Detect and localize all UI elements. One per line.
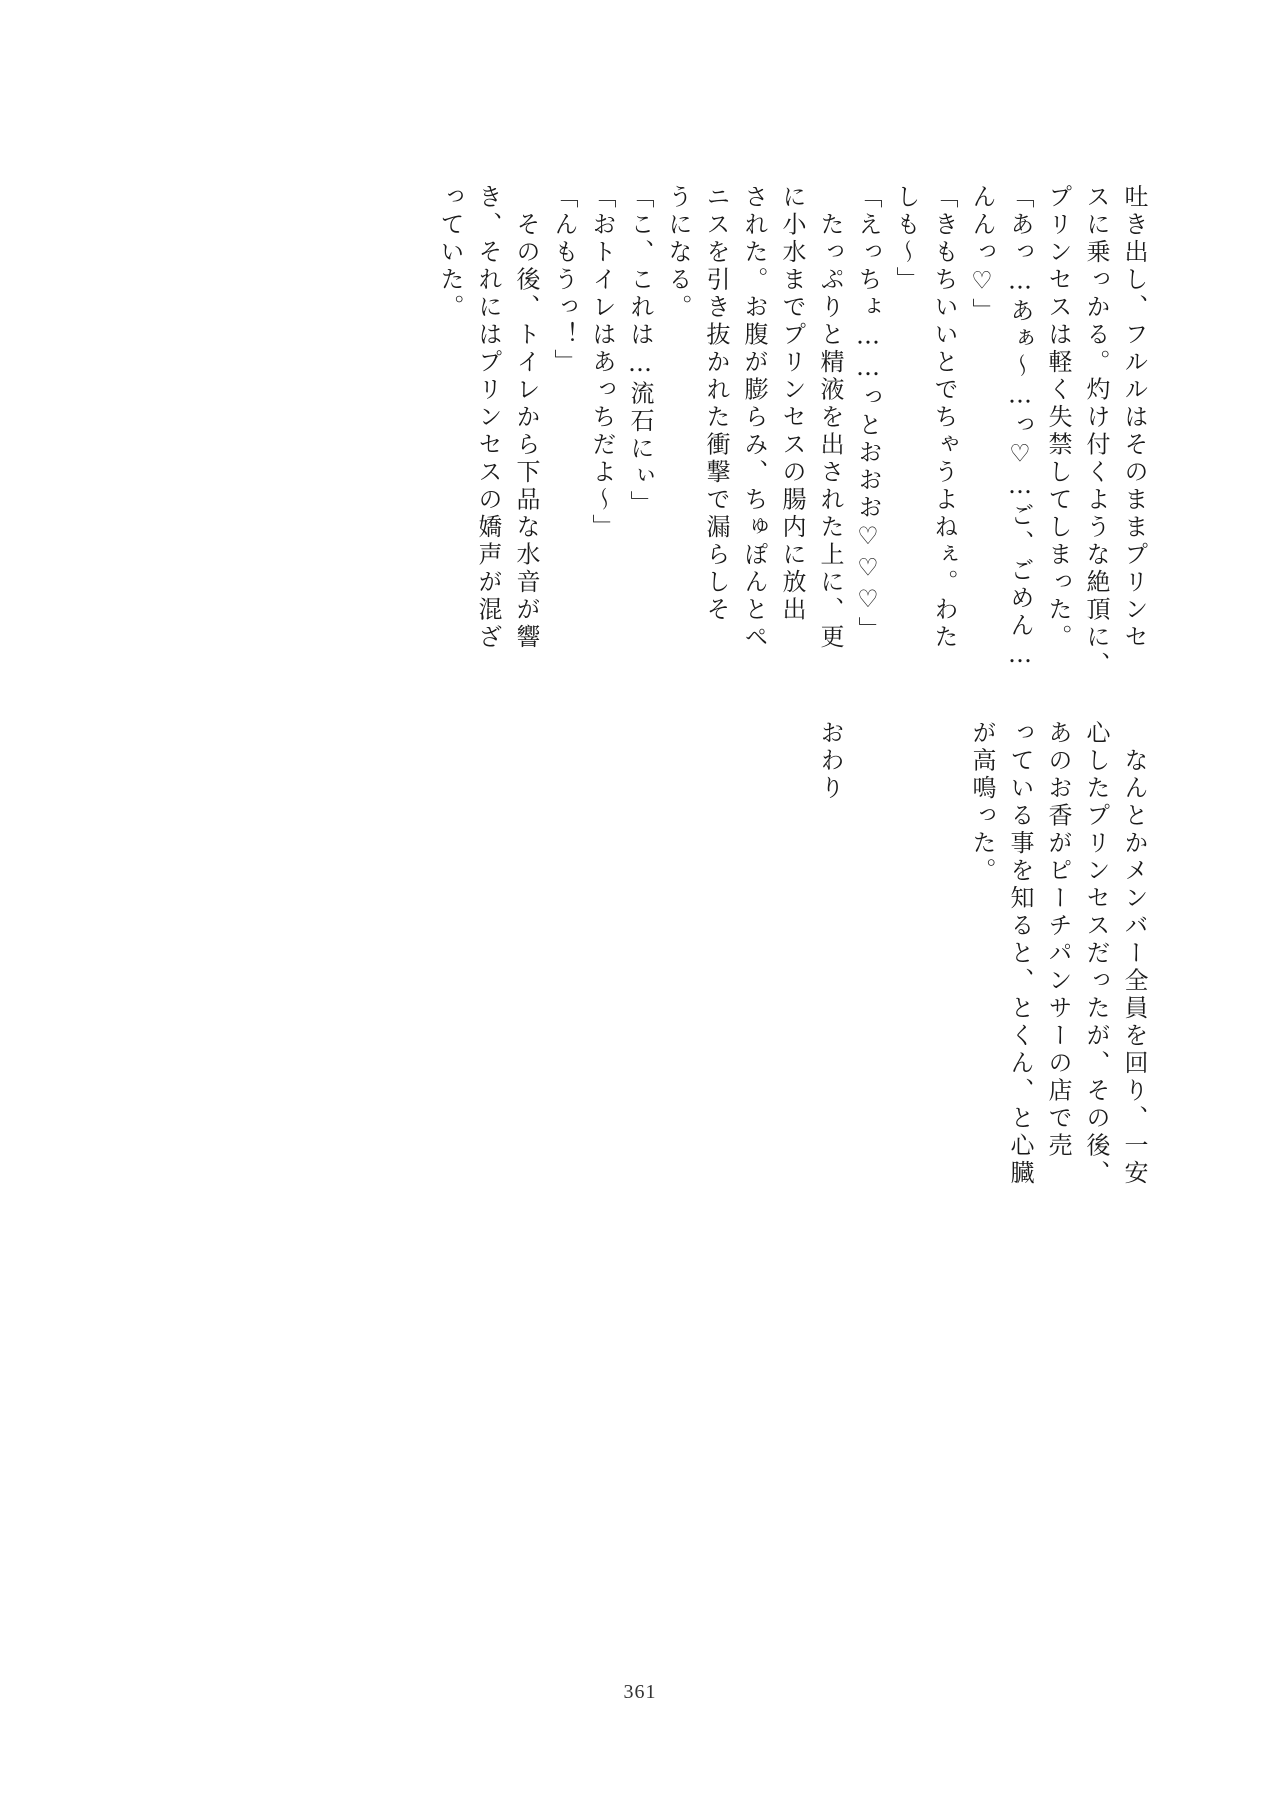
text-line: プリンセスは軽く失禁してしまった。	[1044, 184, 1072, 652]
text-line: スに乗っかる。灼け付くような絶頂に、	[1082, 184, 1110, 679]
text-line: しも～」	[892, 184, 920, 294]
text-line: うになる。	[664, 184, 692, 322]
text-line: 「おトイレはあっちだよ～」	[588, 184, 616, 542]
text-line: なんとかメンバー全員を回り、一安	[1120, 720, 1148, 1188]
text-line: っている事を知ると、とくん、と心臓	[1006, 720, 1034, 1188]
text-line: その後、トイレから下品な水音が響	[512, 184, 540, 652]
ending-text: おわり	[816, 720, 844, 803]
text-line: っていた。	[436, 184, 464, 322]
text-line: んんっ♡」	[968, 184, 996, 326]
text-line: 「えっちょ……っとおおお♡♡♡」	[854, 184, 882, 644]
text-line: された。お腹が膨らみ、ちゅぽんとペ	[740, 184, 768, 652]
text-line: あのお香がピーチパンサーの店で売	[1044, 720, 1072, 1160]
text-line: 「んもうっ！」	[550, 184, 578, 377]
text-line: ニスを引き抜かれた衝撃で漏らしそ	[702, 184, 730, 624]
text-line: 「あっ…あぁ～…っ♡…ご、ごめん…	[1006, 184, 1034, 672]
text-line: に小水までプリンセスの腸内に放出	[778, 184, 806, 624]
text-line: 吐き出し、フルルはそのままプリンセ	[1120, 184, 1148, 652]
text-line: 「こ、これは…流石にぃ」	[626, 184, 654, 518]
text-line: が高鳴った。	[968, 720, 996, 885]
text-line: き、それにはプリンセスの嬌声が混ざ	[474, 184, 502, 652]
text-line: たっぷりと精液を出された上に、更	[816, 184, 844, 652]
text-line: 心したプリンセスだったが、その後、	[1082, 720, 1110, 1188]
page-number: 361	[623, 1681, 657, 1703]
text-line: 「きもちいいとでちゃうよねぇ。わた	[930, 184, 958, 652]
